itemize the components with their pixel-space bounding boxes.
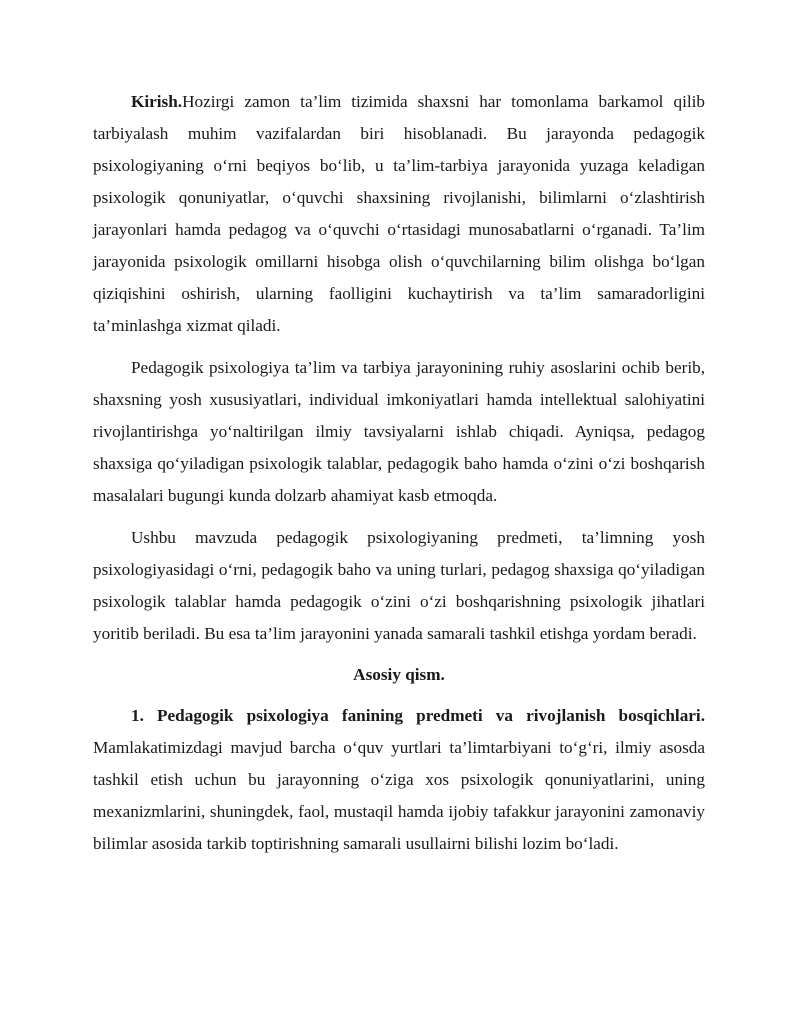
intro-paragraph — [93, 86, 705, 342]
section-1-title: 1. Pedagogik psixologiya fanining predmeti va rivojlanish bosqichlari. — [131, 706, 705, 725]
section-1-text: Mamlakatimizdagi mavjud barcha o‘quv yurtlari ta’limtarbiyani to‘g‘ri, ilmiy asosda tashkil etish uchun bu jarayonning o‘ziga xos psixologik qonuniyatlarini, uning mexanizmlarini, shuningdek, faol, mustaqil hamda ijobiy tafakkur jarayonini zamonaviy bilimlar asosida tarkib toptirishning samarali usullairni bilishi lozim bo‘ladi. — [93, 738, 705, 853]
intro-lead: Kirish. — [131, 92, 183, 111]
paragraph-3: Ushbu mavzuda pedagogik psixologiyaning predmeti, ta’limning yosh psixologiyasidagi o‘rni, pedagogik baho va uning turlari, pedagog shaxsiga qo‘yiladigan psixologik talablar hamda pedagogik o‘zini o‘zi boshqarishning psixologik jihatlari yoritib beriladi. Bu esa ta’lim jarayonini yanada samarali tashkil etishga yordam beradi. — [93, 528, 705, 643]
intro-text: Hozirgi zamon ta’lim tizimida shaxsni har tomonlama barkamol qilib tarbiyalash muhim vazifalardan biri hisoblanadi. Bu jarayonda pedagogik psixologiyaning o‘rni beqiyos bo‘lib, u ta’lim-tarbiya jarayonida yuzaga keladigan psixologik qonuniyatlar, o‘quvchi shaxsining rivojlanishi, bilimlarni o‘zlashtirish jarayonlari hamda pedagog va o‘quvchi o‘rtasidagi munosabatlarni o‘rganadi. Ta’lim jarayonida psixologik omillarni hisobga olish o‘quvchilarning bilim olishga bo‘lgan qiziqishini oshirish, ularning faolligini kuchaytirish va ta’lim samaradorligini ta’minlashga xizmat qiladi. — [93, 92, 705, 335]
paragraph-2: Pedagogik psixologiya ta’lim va tarbiya jarayonining ruhiy asoslarini ochib berib, shaxsning yosh xususiyatlari, individual imkoniyatlari hamda intellektual salohiyatini rivojlantirishga yo‘naltirilgan ilmiy tavsiyalarni ishlab chiqadi. Ayniqsa, pedagog shaxsiga qo‘yiladigan psixologik talablar, pedagogik baho hamda o‘zini o‘zi boshqarish masalalari bugungi kunda dolzarb ahamiyat kasb etmoqda. — [93, 358, 705, 505]
section-1-paragraph — [93, 700, 705, 860]
document-page — [93, 86, 705, 860]
section-heading: Asosiy qism. — [353, 665, 445, 684]
